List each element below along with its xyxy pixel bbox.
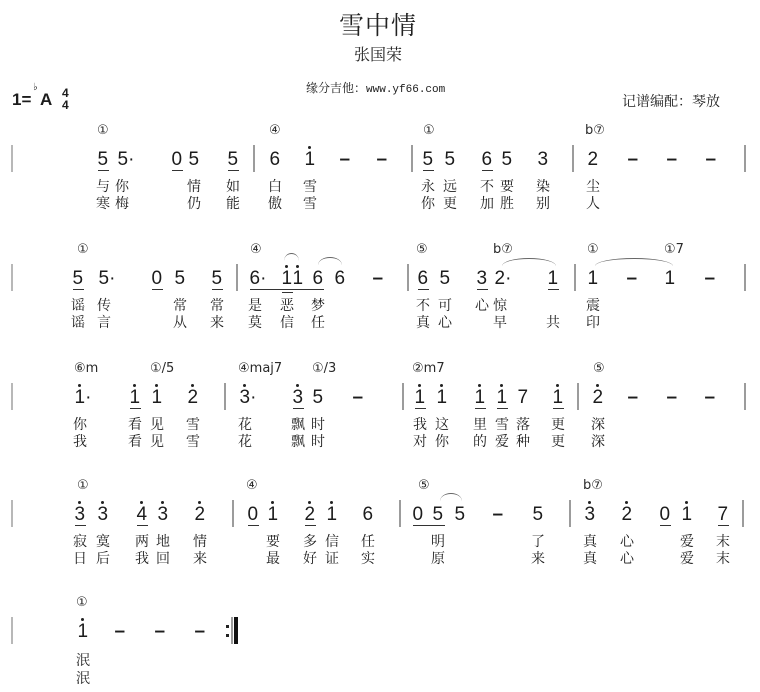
note: 1: [151, 387, 163, 408]
lyric-verse-1: 落: [516, 416, 530, 432]
lyric-verse-1: 谣: [71, 297, 85, 313]
note: 5: [211, 268, 223, 289]
lyric-verse-1: 永: [421, 178, 435, 194]
note: 1: [681, 504, 693, 525]
lyric-verse-2: 爱: [680, 550, 694, 566]
barline: [224, 383, 226, 410]
chord-label: ①: [77, 242, 89, 257]
sustain-dash: –: [492, 504, 504, 525]
slur: [284, 253, 299, 261]
note: 3: [74, 504, 86, 525]
lyric-verse-2: 仍: [187, 195, 201, 211]
barline: [569, 500, 571, 527]
time-signature-numerator: 4: [62, 86, 69, 100]
lyric-verse-1: 染: [536, 178, 550, 194]
lyric-verse-1: 你: [115, 178, 129, 194]
lyric-verse-1: 常: [210, 297, 224, 313]
lyric-verse-1: 深: [591, 416, 605, 432]
lyric-verse-2: 更: [551, 433, 565, 449]
lyric-verse-1: 时: [311, 416, 325, 432]
note: 5·: [117, 149, 135, 170]
lyric-verse-2: 加: [480, 195, 494, 211]
lyric-verse-2: 好: [303, 550, 317, 566]
sustain-dash: –: [704, 268, 716, 289]
lyric-verse-2: 来: [210, 314, 224, 330]
lyric-verse-2: 真: [583, 550, 597, 566]
arranger-credit: 记谱编配：琴放: [622, 93, 720, 109]
time-signature-denominator: 4: [62, 98, 69, 112]
lyric-verse-1: 寞: [96, 533, 110, 549]
repeat-thin-line: [231, 617, 233, 644]
lyric-verse-1: 明: [431, 533, 445, 549]
note: 5: [174, 268, 186, 289]
lyric-verse-2: 我: [135, 550, 149, 566]
chord-label: b⑦: [493, 242, 513, 257]
note: 6·: [249, 268, 267, 289]
lyric-verse-2: 末: [716, 550, 730, 566]
lyric-verse-1: 惊: [493, 297, 507, 313]
sustain-dash: –: [376, 149, 388, 170]
lyric-verse-1: 雪: [186, 416, 200, 432]
lyric-verse-1: 远: [443, 178, 457, 194]
note: 1: [292, 268, 304, 289]
note: 5: [72, 268, 84, 289]
note: 1: [304, 149, 316, 170]
sustain-dash: –: [627, 387, 639, 408]
lyric-verse-2: 花: [238, 433, 252, 449]
lyric-verse-1: 寂: [73, 533, 87, 549]
lyric-verse-2: 爱: [495, 433, 509, 449]
chord-label: ⑤: [416, 242, 428, 257]
lyric-verse-1: 情: [187, 178, 201, 194]
lyric-verse-2: 莫: [248, 314, 262, 330]
lyric-verse-2: 谣: [71, 314, 85, 330]
lyric-verse-2: 泯: [76, 670, 90, 686]
lyric-verse-1: 雪: [303, 178, 317, 194]
lyric-verse-1: 是: [248, 297, 262, 313]
lyric-verse-1: 看: [128, 416, 142, 432]
lyric-verse-2: 飘: [291, 433, 305, 449]
sustain-dash: –: [114, 621, 126, 642]
lyric-verse-2: 看: [128, 433, 142, 449]
barline: [399, 500, 401, 527]
barline: [402, 383, 404, 410]
sustain-dash: –: [339, 149, 351, 170]
note: 5: [432, 504, 444, 525]
lyric-verse-1: 更: [551, 416, 565, 432]
lyric-verse-2: 来: [193, 550, 207, 566]
lyric-verse-2: 共: [546, 314, 560, 330]
lyric-verse-1: 信: [325, 533, 339, 549]
lyric-verse-1: 见: [150, 416, 164, 432]
note: 1: [664, 268, 676, 289]
lyric-verse-2: 早: [493, 314, 507, 330]
note: 5: [188, 149, 200, 170]
lyric-verse-1: 恶: [280, 297, 294, 313]
note: 3: [537, 149, 549, 170]
lyric-verse-1: 不: [480, 178, 494, 194]
chord-label: ②m7: [412, 361, 445, 376]
chord-label: ①: [77, 478, 89, 493]
note: 6: [481, 149, 493, 170]
note: 7: [717, 504, 729, 525]
barline: [572, 145, 574, 172]
chord-label: ④: [246, 478, 258, 493]
lyric-verse-2: 信: [280, 314, 294, 330]
lyric-verse-2: 种: [516, 433, 530, 449]
note: 5: [312, 387, 324, 408]
note: 5: [454, 504, 466, 525]
chord-label: ④: [250, 242, 262, 257]
staff-row-1: [0, 120, 760, 220]
lyric-verse-1: 两: [135, 533, 149, 549]
artist-name: 张国荣: [353, 47, 402, 64]
lyric-verse-2: 证: [325, 550, 339, 566]
note: 5: [444, 149, 456, 170]
note: 1: [552, 387, 564, 408]
lyric-verse-1: 可: [438, 297, 452, 313]
lyric-verse-2: 最: [266, 550, 280, 566]
lyric-verse-2: 见: [150, 433, 164, 449]
lyric-verse-1: 如: [226, 178, 240, 194]
barline: [11, 264, 13, 291]
sustain-dash: –: [666, 387, 678, 408]
lyric-verse-2: 梅: [115, 195, 129, 211]
barline: [577, 383, 579, 410]
sustain-dash: –: [154, 621, 166, 642]
note: 7: [517, 387, 529, 408]
note: 5: [227, 149, 239, 170]
lyric-verse-1: 我: [413, 416, 427, 432]
lyric-verse-2: 心: [438, 314, 452, 330]
barline: [236, 264, 238, 291]
chord-label: ①/3: [312, 361, 337, 376]
lyric-verse-2: 雪: [303, 195, 317, 211]
barline: [744, 145, 746, 172]
lyric-verse-2: 言: [97, 314, 111, 330]
note: 1·: [74, 387, 92, 408]
chord-label: ①/5: [150, 361, 175, 376]
note: 3: [584, 504, 596, 525]
note: 1: [129, 387, 141, 408]
lyric-verse-2: 我: [73, 433, 87, 449]
note: 1: [281, 268, 293, 289]
lyric-verse-1: 末: [716, 533, 730, 549]
note: 1: [436, 387, 448, 408]
lyric-verse-2: 寒: [96, 195, 110, 211]
note: 5: [422, 149, 434, 170]
sustain-dash: –: [194, 621, 206, 642]
lyric-verse-1: 地: [156, 533, 170, 549]
lyric-verse-2: 任: [311, 314, 325, 330]
lyric-verse-1: 多: [303, 533, 317, 549]
rest-note: 0: [247, 504, 259, 525]
lyric-verse-2: 的: [473, 433, 487, 449]
note: 1: [267, 504, 279, 525]
note: 2: [304, 504, 316, 525]
barline: [742, 500, 744, 527]
sustain-dash: –: [372, 268, 384, 289]
beam-underline: [282, 292, 293, 293]
lyric-verse-2: 深: [591, 433, 605, 449]
staff-row-5: [0, 592, 760, 692]
lyric-verse-2: 你: [435, 433, 449, 449]
slur: [502, 258, 556, 266]
lyric-verse-2: 别: [536, 195, 550, 211]
note: 5·: [98, 268, 116, 289]
source-label: 缘分吉他：: [306, 81, 367, 95]
lyric-verse-2: 你: [421, 195, 435, 211]
lyric-verse-2: 胜: [500, 195, 514, 211]
lyric-verse-1: 花: [238, 416, 252, 432]
barline: [11, 500, 13, 527]
barline: [253, 145, 255, 172]
lyric-verse-1: 这: [435, 416, 449, 432]
lyric-verse-1: 常: [173, 297, 187, 313]
source-url: www.yf66.com: [366, 84, 446, 96]
key-signature-prefix: 1=: [12, 90, 32, 109]
staff-row-4: [0, 475, 760, 575]
rest-note: 0: [659, 504, 671, 525]
sustain-dash: –: [705, 149, 717, 170]
chord-label: ⑤: [418, 478, 430, 493]
note: 1: [474, 387, 486, 408]
barline: [11, 145, 13, 172]
lyric-verse-1: 心: [475, 297, 489, 313]
lyric-verse-1: 了: [531, 533, 545, 549]
slur: [595, 258, 673, 266]
lyric-verse-1: 要: [500, 178, 514, 194]
note: 3·: [239, 387, 257, 408]
note: 2: [592, 387, 604, 408]
lyric-verse-1: 传: [97, 297, 111, 313]
note: 6: [312, 268, 324, 289]
lyric-verse-1: 与: [96, 178, 110, 194]
barline: [232, 500, 234, 527]
note: 6: [334, 268, 346, 289]
barline: [11, 617, 13, 644]
note: 1: [496, 387, 508, 408]
slur: [440, 493, 462, 501]
note: 5: [97, 149, 109, 170]
note: 2: [621, 504, 633, 525]
lyric-verse-1: 任: [361, 533, 375, 549]
chord-label: ①: [97, 123, 109, 138]
note: 5: [532, 504, 544, 525]
slur: [318, 257, 342, 265]
chord-label: ⑤: [593, 361, 605, 376]
lyric-verse-2: 日: [73, 550, 87, 566]
note: 5: [439, 268, 451, 289]
note: 2·: [494, 268, 512, 289]
rest-note: 0: [412, 504, 424, 525]
lyric-verse-2: 对: [413, 433, 427, 449]
barline: [11, 383, 13, 410]
note: 2: [194, 504, 206, 525]
chord-label: b⑦: [583, 478, 603, 493]
lyric-verse-2: 能: [226, 195, 240, 211]
sustain-dash: –: [626, 268, 638, 289]
chord-label: ⑥m: [74, 361, 99, 376]
lyric-verse-2: 更: [443, 195, 457, 211]
staff-row-3: [0, 358, 760, 458]
lyric-verse-2: 人: [586, 195, 600, 211]
lyric-verse-2: 傲: [268, 195, 282, 211]
barline: [744, 264, 746, 291]
lyric-verse-1: 里: [473, 416, 487, 432]
source-credit: [306, 80, 445, 98]
flat-accidental-icon: ♭: [33, 82, 38, 93]
note: 2: [187, 387, 199, 408]
note: 5: [501, 149, 513, 170]
lyric-verse-2: 心: [620, 550, 634, 566]
note: 2: [587, 149, 599, 170]
lyric-verse-1: 你: [73, 416, 87, 432]
note: 1: [414, 387, 426, 408]
repeat-dot: [226, 634, 229, 637]
rest-note: 0: [171, 149, 183, 170]
lyric-verse-1: 爱: [680, 533, 694, 549]
lyric-verse-2: 真: [416, 314, 430, 330]
barline: [744, 383, 746, 410]
lyric-verse-2: 来: [531, 550, 545, 566]
note: 3: [476, 268, 488, 289]
note: 6: [417, 268, 429, 289]
repeat-thick-line: [234, 617, 238, 644]
barline: [411, 145, 413, 172]
sustain-dash: –: [352, 387, 364, 408]
lyric-verse-1: 白: [268, 178, 282, 194]
note: 3: [97, 504, 109, 525]
lyric-verse-2: 从: [173, 314, 187, 330]
lyric-verse-1: 尘: [586, 178, 600, 194]
lyric-verse-1: 情: [193, 533, 207, 549]
chord-label: ④: [269, 123, 281, 138]
lyric-verse-2: 原: [431, 550, 445, 566]
note: 6: [269, 149, 281, 170]
key-note: A: [40, 90, 53, 109]
staff-row-2: [0, 239, 760, 339]
chord-label: ①: [587, 242, 599, 257]
lyric-verse-2: 回: [156, 550, 170, 566]
repeat-dot: [226, 625, 229, 628]
lyric-verse-1: 梦: [311, 297, 325, 313]
note: 6: [362, 504, 374, 525]
note: 4: [136, 504, 148, 525]
chord-label: ①: [423, 123, 435, 138]
rest-note: 0: [151, 268, 163, 289]
lyric-verse-1: 飘: [291, 416, 305, 432]
barline: [574, 264, 576, 291]
lyric-verse-1: 真: [583, 533, 597, 549]
lyric-verse-1: 心: [620, 533, 634, 549]
lyric-verse-1: 雪: [495, 416, 509, 432]
lyric-verse-1: 不: [416, 297, 430, 313]
lyric-verse-2: 雪: [186, 433, 200, 449]
lyric-verse-2: 印: [586, 314, 600, 330]
chord-label: ①7: [664, 242, 684, 257]
chord-label: b⑦: [585, 123, 605, 138]
sustain-dash: –: [704, 387, 716, 408]
lyric-verse-2: 实: [361, 550, 375, 566]
sustain-dash: –: [666, 149, 678, 170]
sustain-dash: –: [627, 149, 639, 170]
lyric-verse-1: 泯: [76, 652, 90, 668]
note: 3: [292, 387, 304, 408]
note: 1: [77, 621, 89, 642]
chord-label: ④maj7: [238, 361, 283, 376]
lyric-verse-2: 时: [311, 433, 325, 449]
song-title: 雪中情: [338, 12, 417, 40]
chord-label: ①: [76, 595, 88, 610]
note: 1: [547, 268, 559, 289]
lyric-verse-2: 后: [96, 550, 110, 566]
note: 3: [157, 504, 169, 525]
barline: [407, 264, 409, 291]
lyric-verse-1: 要: [266, 533, 280, 549]
note: 1: [587, 268, 599, 289]
lyric-verse-1: 震: [586, 297, 600, 313]
note: 1: [326, 504, 338, 525]
